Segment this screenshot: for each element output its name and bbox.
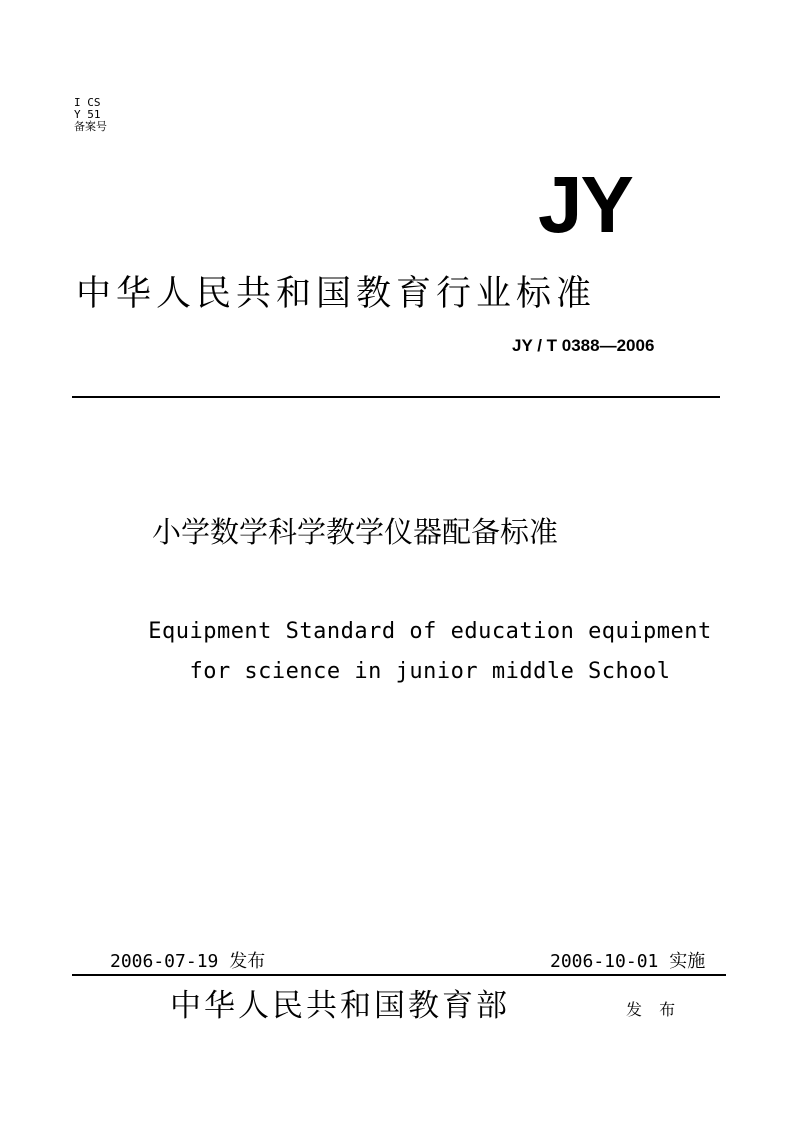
implementation-date: 2006-10-01 实施 [550,951,706,972]
issue-date: 2006-07-19 发布 [110,951,266,972]
english-title-line-1: Equipment Standard of education equipment [148,619,712,644]
document-title-english [100,612,760,692]
issuer-title: 中华人民共和国教育行业标准 [76,274,597,314]
ics-label: I CS [74,96,101,109]
classification-code: Y 51 [74,108,101,121]
standard-number: JY / T 0388—2006 [512,336,655,355]
top-divider [72,396,720,398]
english-title-line-2: for science in junior middle School [189,659,671,684]
classification-block [74,97,107,133]
publish-label: 发 布 [626,1000,682,1019]
publisher-name: 中华人民共和国教育部 [170,988,510,1024]
filing-number-label: 备案号 [74,120,107,133]
jy-logo: JY [538,160,632,249]
bottom-divider [72,974,726,976]
document-title-chinese: 小学数学科学教学仪器配备标准 [152,515,559,549]
